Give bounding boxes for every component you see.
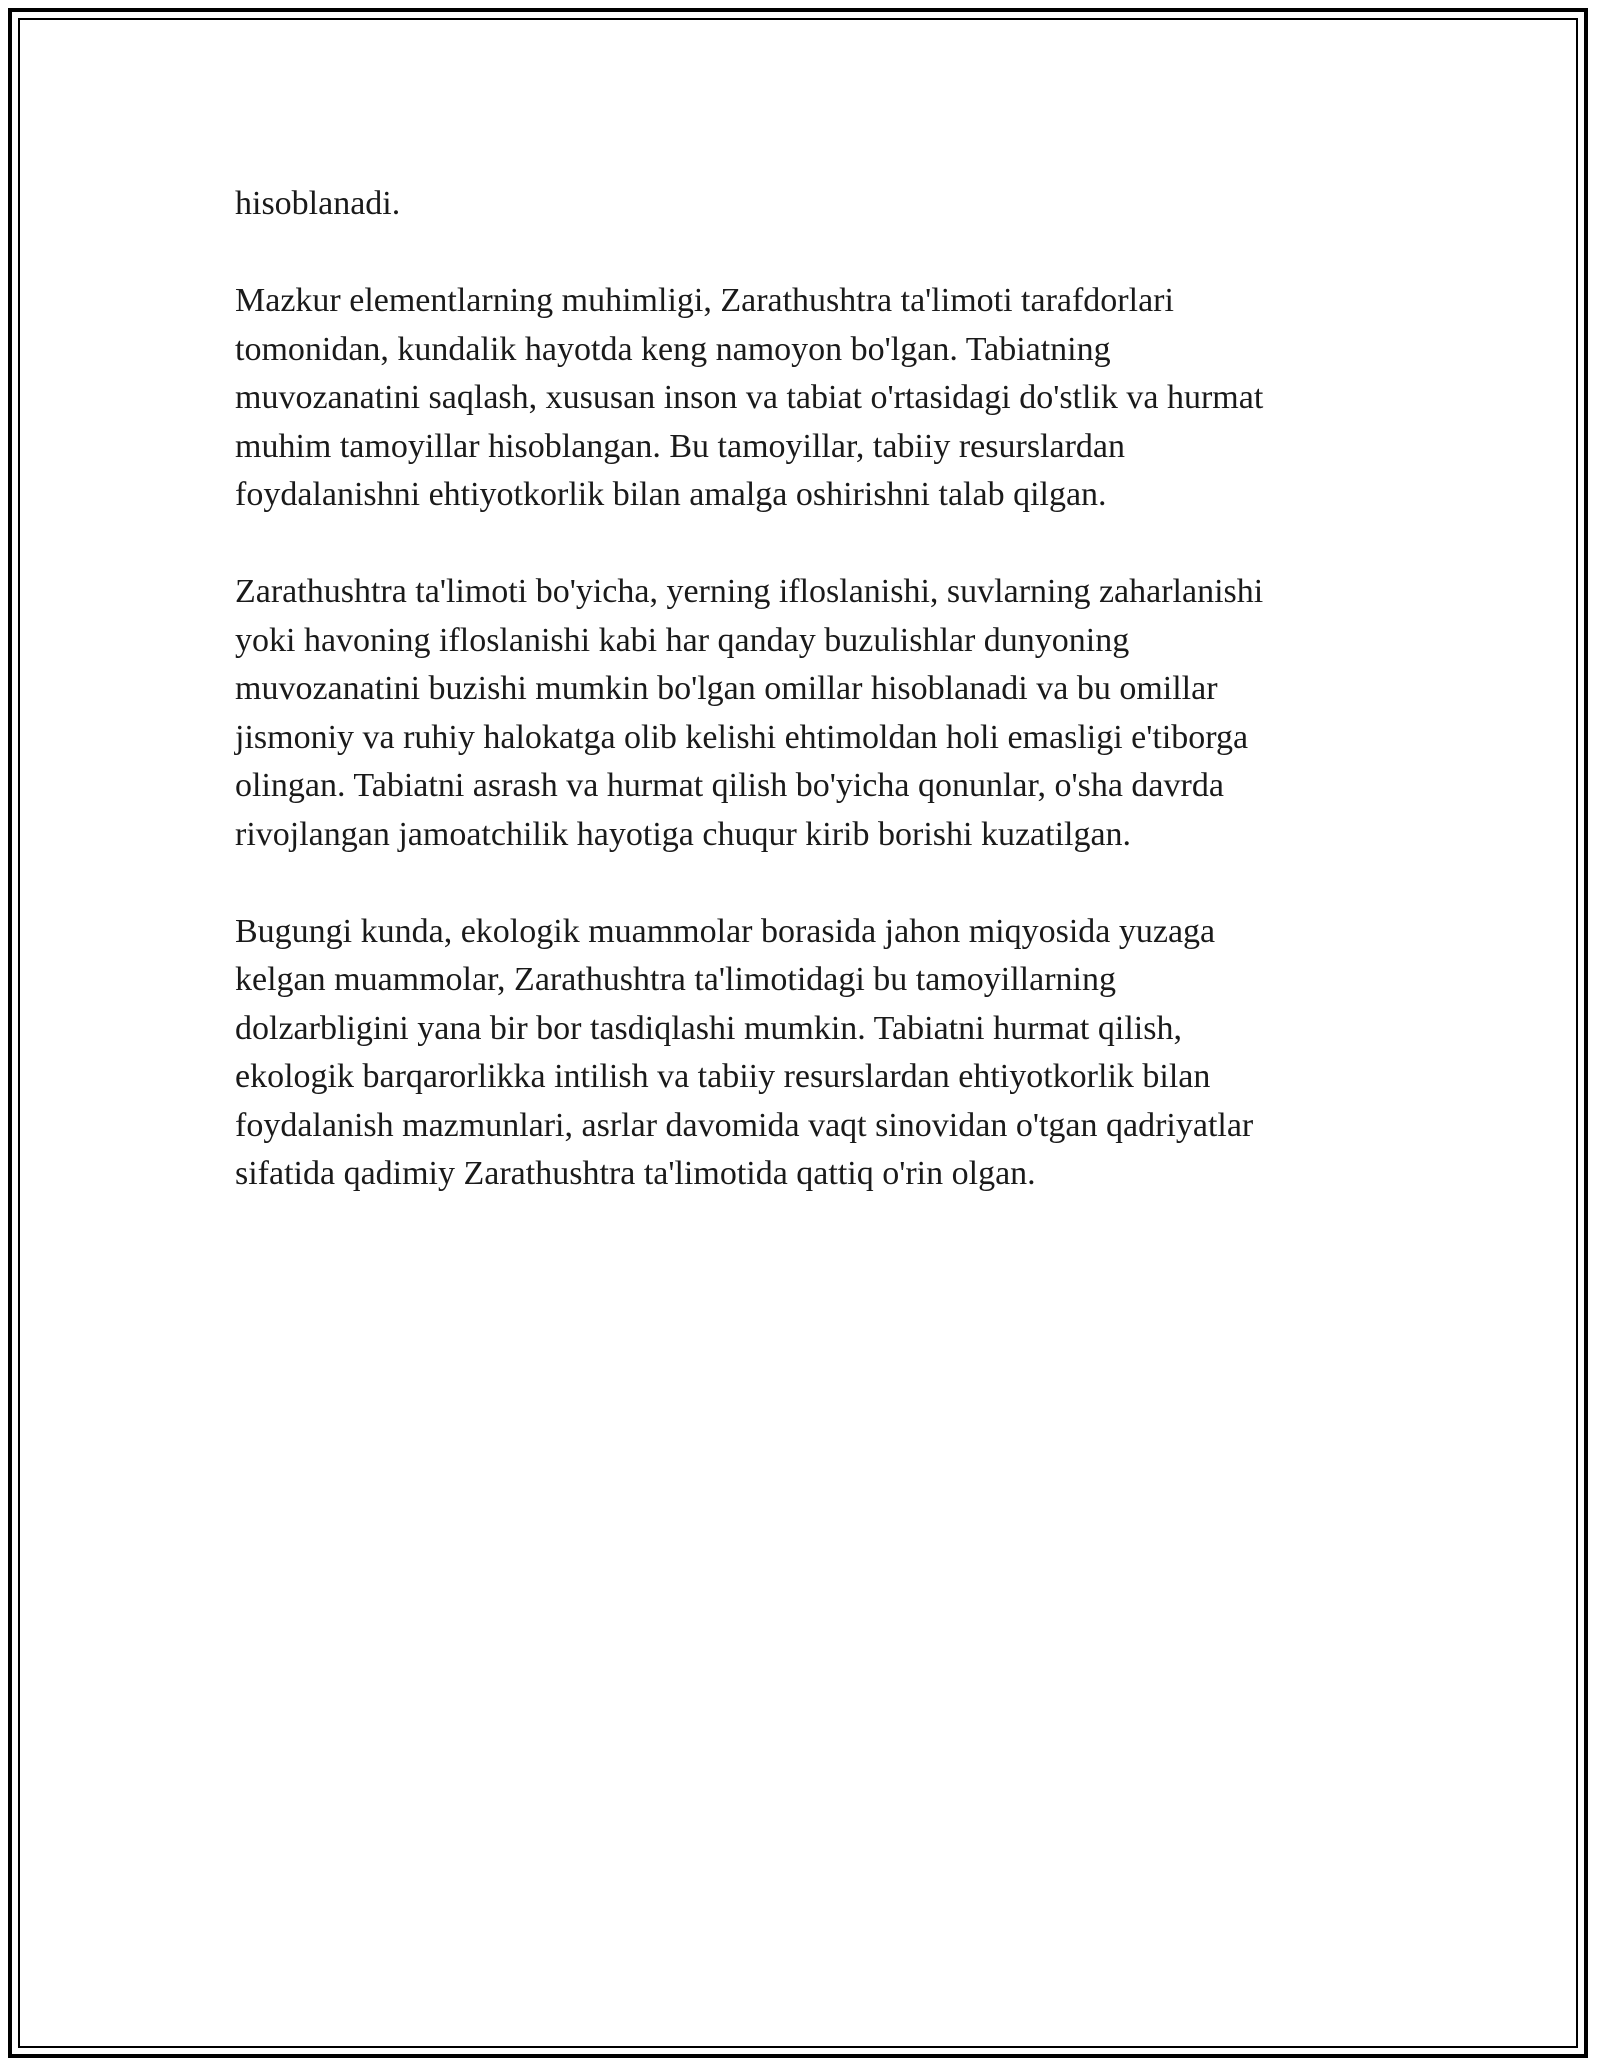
text-line: dolzarbligini yana bir bor tasdiqlashi mumkin. Tabiatni hurmat qilish, [235, 1009, 1182, 1047]
paragraph-1 [235, 180, 1365, 229]
text-line: foydalanishni ehtiyotkorlik bilan amalga oshirishni talab qilgan. [235, 476, 1107, 513]
text-line: hisoblanadi. [235, 185, 401, 222]
paragraph-2 [235, 277, 1365, 520]
text-line: Zarathushtra ta'limoti bo'yicha, yerning ifloslanishi, suvlarning zaharlanishi [235, 573, 1264, 610]
text-line: kelgan muammolar, Zarathushtra ta'limotidagi bu tamoyillarning [235, 961, 1116, 998]
text-line: Mazkur elementlarning muhimligi, Zarathushtra ta'limoti tarafdorlari [235, 282, 1174, 319]
text-line: jismoniy va ruhiy halokatga olib kelishi ehtimoldan holi emasligi e'tiborga [235, 718, 1249, 756]
text-line: ekologik barqarorlikka intilish va tabiiy resurslardan ehtiyotkorlik bilan [235, 1058, 1211, 1095]
text-line: olingan. Tabiatni asrash va hurmat qilish bo'yicha qonunlar, o'sha davrda [235, 767, 1224, 804]
text-line: yoki havoning ifloslanishi kabi har qanday buzulishlar dunyoning [235, 621, 1130, 659]
text-line: sifatida qadimiy Zarathushtra ta'limotida qattiq o'rin olgan. [235, 1155, 1036, 1192]
text-line: foydalanish mazmunlari, asrlar davomida vaqt sinovidan o'tgan qadriyatlar [235, 1106, 1254, 1144]
paragraph-4 [235, 908, 1365, 1199]
document-body [235, 180, 1365, 1247]
text-line: Bugungi kunda, ekologik muammolar borasida jahon miqyosida yuzaga [235, 912, 1216, 950]
paragraph-3 [235, 568, 1365, 859]
text-line: muvozanatini buzishi mumkin bo'lgan omillar hisoblanadi va bu omillar [235, 670, 1218, 707]
text-line: muvozanatini saqlash, xususan inson va tabiat o'rtasidagi do'stlik va hurmat [235, 379, 1264, 416]
text-line: muhim tamoyillar hisoblangan. Bu tamoyillar, tabiiy resurslardan [235, 427, 1126, 465]
text-line: rivojlangan jamoatchilik hayotiga chuqur kirib borishi kuzatilgan. [235, 815, 1132, 853]
text-line: tomonidan, kundalik hayotda keng namoyon bo'lgan. Tabiatning [235, 330, 1111, 368]
